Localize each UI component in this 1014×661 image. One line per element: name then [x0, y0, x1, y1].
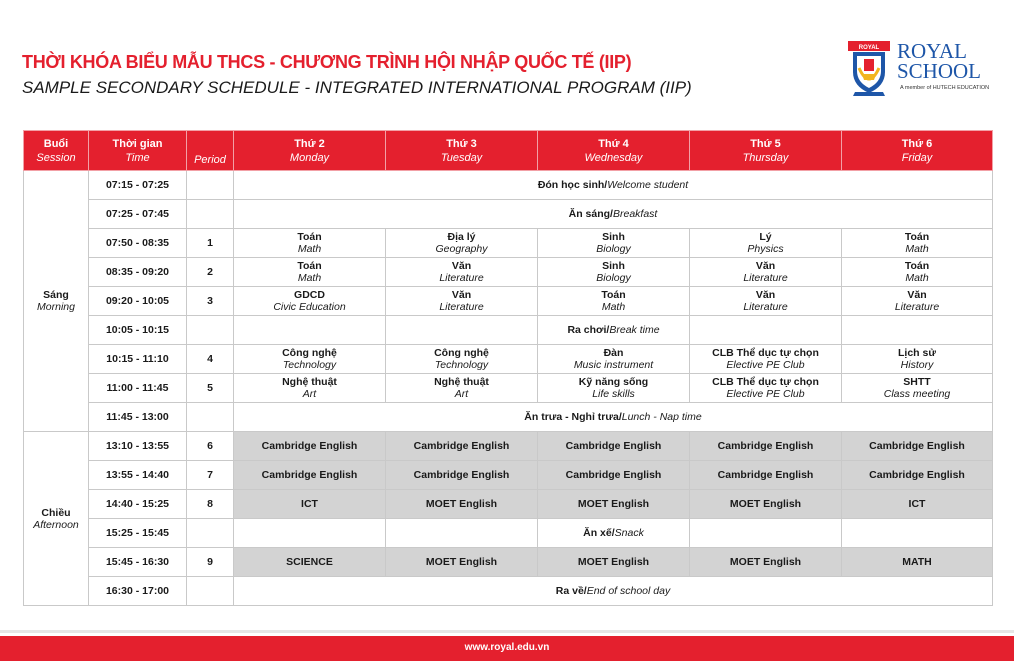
table-row	[24, 461, 993, 490]
logo-tagline: A member of HUTECH EDUCATION	[900, 85, 990, 91]
header-period: Period	[187, 131, 234, 171]
page-title-en: SAMPLE SECONDARY SCHEDULE - INTEGRATED INTERNATIONAL PROGRAM (IIP)	[22, 78, 692, 97]
table-row	[24, 200, 993, 229]
period-cell: 1	[187, 229, 234, 258]
logo-name	[897, 41, 981, 81]
table-row	[24, 577, 993, 606]
header-time: Thời gian Time	[89, 131, 187, 171]
subject-cell: CLB Thể dục tự chọn Elective PE Club	[690, 374, 842, 403]
subject-cell: Nghệ thuật Art	[234, 374, 386, 403]
logo-name-line2: SCHOOL	[897, 59, 982, 83]
subject-cell: Văn Literature	[842, 287, 993, 316]
time-cell: 16:30 - 17:00	[89, 577, 187, 606]
period-cell	[187, 316, 234, 345]
empty-cell	[690, 316, 842, 345]
table-header-row	[24, 131, 993, 171]
subject-cell: Cambridge English	[234, 461, 386, 490]
session-morning: Sáng Morning	[24, 171, 89, 432]
header-monday: Thứ 2 Monday	[234, 131, 386, 171]
subject-cell: SHTT Class meeting	[842, 374, 993, 403]
subject-cell: MOET English	[538, 490, 690, 519]
subject-cell: Nghệ thuật Art	[386, 374, 538, 403]
table-row	[24, 519, 993, 548]
table-row	[24, 548, 993, 577]
subject-cell: ICT	[842, 490, 993, 519]
period-cell: 5	[187, 374, 234, 403]
table-row	[24, 316, 993, 345]
subject-cell: Cambridge English	[690, 461, 842, 490]
subject-cell: Cambridge English	[842, 461, 993, 490]
subject-cell: Toán Math	[538, 287, 690, 316]
subject-cell: Cambridge English	[690, 432, 842, 461]
subject-cell: Cambridge English	[386, 461, 538, 490]
period-cell: 3	[187, 287, 234, 316]
table-row	[24, 403, 993, 432]
subject-cell: MOET English	[386, 490, 538, 519]
period-cell	[187, 519, 234, 548]
subject-cell: Sinh Biology	[538, 229, 690, 258]
time-cell: 07:25 - 07:45	[89, 200, 187, 229]
subject-cell: Toán Math	[234, 229, 386, 258]
span-cell: Ra về/End of school day	[234, 577, 993, 606]
logo-name-line1: ROYAL	[897, 39, 968, 63]
badge-ribbon	[845, 40, 893, 54]
subject-cell: MATH	[842, 548, 993, 577]
time-cell: 10:15 - 11:10	[89, 345, 187, 374]
break-cell: Ăn xế/Snack	[538, 519, 690, 548]
header-tuesday: Thứ 3 Tuesday	[386, 131, 538, 171]
period-cell: 6	[187, 432, 234, 461]
time-cell: 15:25 - 15:45	[89, 519, 187, 548]
header-thursday: Thứ 5 Thursday	[690, 131, 842, 171]
table-row	[24, 287, 993, 316]
empty-cell	[386, 519, 538, 548]
subject-cell: Toán Math	[234, 258, 386, 287]
subject-cell: Văn Literature	[690, 287, 842, 316]
empty-cell	[690, 519, 842, 548]
subject-cell: MOET English	[690, 490, 842, 519]
royal-school-logo	[845, 38, 995, 100]
subject-cell: Sinh Biology	[538, 258, 690, 287]
subject-cell: CLB Thể dục tự chọn Elective PE Club	[690, 345, 842, 374]
subject-cell: Lý Physics	[690, 229, 842, 258]
time-cell: 13:10 - 13:55	[89, 432, 187, 461]
time-cell: 11:45 - 13:00	[89, 403, 187, 432]
subject-cell: MOET English	[538, 548, 690, 577]
time-cell: 09:20 - 10:05	[89, 287, 187, 316]
badge-text: ROYAL	[858, 45, 880, 51]
period-cell: 7	[187, 461, 234, 490]
subject-cell: Văn Literature	[386, 287, 538, 316]
span-cell: Ăn sáng/Breakfast	[234, 200, 993, 229]
table-row	[24, 258, 993, 287]
subject-cell: Lịch sử History	[842, 345, 993, 374]
subject-cell: Cambridge English	[842, 432, 993, 461]
subject-cell: ICT	[234, 490, 386, 519]
subject-cell: MOET English	[690, 548, 842, 577]
session-afternoon: Chiều Afternoon	[24, 432, 89, 606]
time-cell: 14:40 - 15:25	[89, 490, 187, 519]
period-cell: 9	[187, 548, 234, 577]
header-friday: Thứ 6 Friday	[842, 131, 993, 171]
header-wednesday: Thứ 4 Wednesday	[538, 131, 690, 171]
subject-cell: Cambridge English	[538, 461, 690, 490]
empty-cell	[234, 519, 386, 548]
time-cell: 15:45 - 16:30	[89, 548, 187, 577]
table-row	[24, 229, 993, 258]
subject-cell: MOET English	[386, 548, 538, 577]
period-cell	[187, 403, 234, 432]
empty-cell	[234, 316, 386, 345]
table-row	[24, 490, 993, 519]
break-cell: Ra chơi/Break time	[538, 316, 690, 345]
footer-website-link[interactable]: www.royal.edu.vn	[464, 642, 550, 653]
period-cell: 4	[187, 345, 234, 374]
subject-cell: Đàn Music instrument	[538, 345, 690, 374]
period-cell: 8	[187, 490, 234, 519]
period-cell	[187, 171, 234, 200]
subject-cell: Cambridge English	[234, 432, 386, 461]
time-cell: 13:55 - 14:40	[89, 461, 187, 490]
subject-cell: Địa lý Geography	[386, 229, 538, 258]
subject-cell: Văn Literature	[386, 258, 538, 287]
subject-cell: Văn Literature	[690, 258, 842, 287]
subject-cell: Kỹ năng sống Life skills	[538, 374, 690, 403]
time-cell: 11:00 - 11:45	[89, 374, 187, 403]
period-cell	[187, 577, 234, 606]
table-row	[24, 171, 993, 200]
time-cell: 08:35 - 09:20	[89, 258, 187, 287]
table-row	[24, 374, 993, 403]
time-cell: 07:50 - 08:35	[89, 229, 187, 258]
subject-cell: Công nghệ Technology	[386, 345, 538, 374]
time-cell: 10:05 - 10:15	[89, 316, 187, 345]
header-session: Buổi Session	[24, 131, 89, 171]
subject-cell: Cambridge English	[538, 432, 690, 461]
table-row	[24, 432, 993, 461]
period-cell: 2	[187, 258, 234, 287]
time-cell: 07:15 - 07:25	[89, 171, 187, 200]
subject-cell: Toán Math	[842, 229, 993, 258]
empty-cell	[842, 519, 993, 548]
page-title-vi: THỜI KHÓA BIỂU MẪU THCS - CHƯƠNG TRÌNH HỘI NHẬP QUỐC TẾ (IIP)	[22, 52, 632, 72]
table-row	[24, 345, 993, 374]
subject-cell: Công nghệ Technology	[234, 345, 386, 374]
footer-divider	[0, 630, 1014, 633]
empty-cell	[842, 316, 993, 345]
empty-cell	[386, 316, 538, 345]
span-cell: Đón học sinh/Welcome student	[234, 171, 993, 200]
span-cell: Ăn trưa - Nghỉ trưa/Lunch - Nap time	[234, 403, 993, 432]
period-cell	[187, 200, 234, 229]
subject-cell: Cambridge English	[386, 432, 538, 461]
subject-cell: SCIENCE	[234, 548, 386, 577]
subject-cell: GDCD Civic Education	[234, 287, 386, 316]
schedule-table	[23, 130, 993, 606]
subject-cell: Toán Math	[842, 258, 993, 287]
